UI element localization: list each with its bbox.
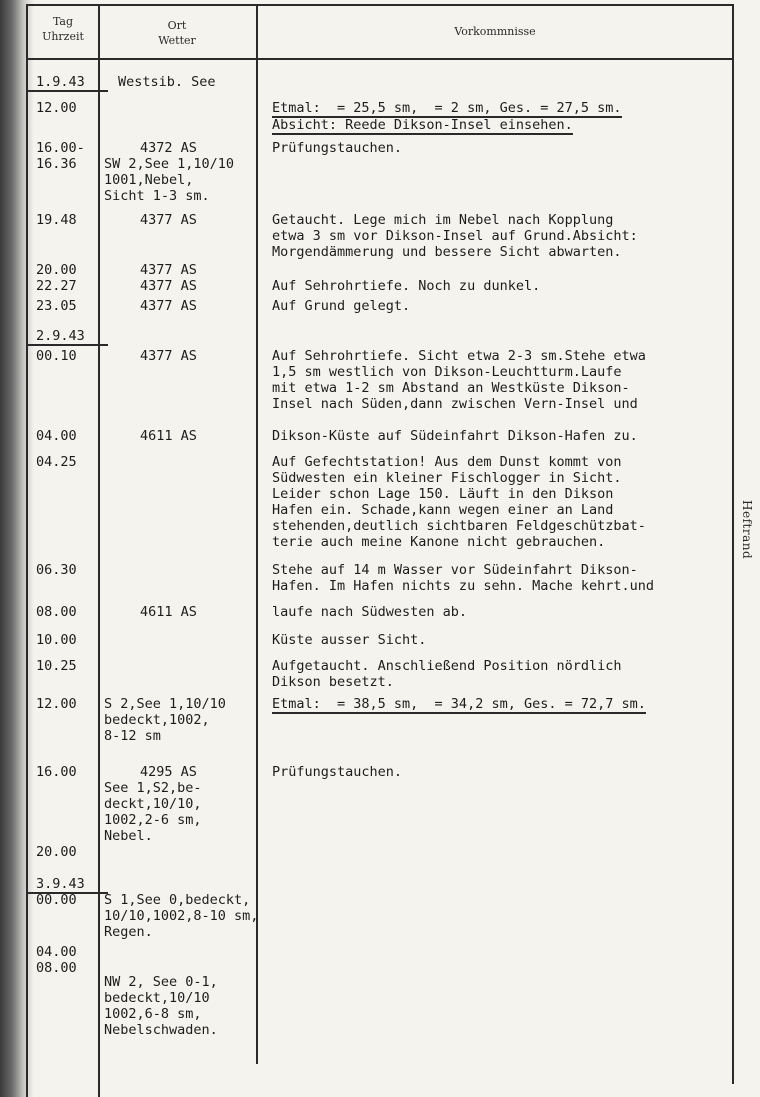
log-event: etwa 3 sm vor Dikson-Insel auf Grund.Absicht: <box>272 228 638 244</box>
log-place-weather: 4377 AS <box>140 212 197 228</box>
log-event: Etmal: = 25,5 sm, = 2 sm, Ges. = 27,5 sm. <box>272 100 622 116</box>
log-event: Hafen ein. Schade,kann wegen einer an Land <box>272 502 614 518</box>
log-time: 04.25 <box>36 454 77 470</box>
log-place-weather: 10/10,1002,8-10 sm, <box>104 908 259 924</box>
log-event: Prüfungstauchen. <box>272 764 403 780</box>
header-day-label: Tag <box>52 15 74 28</box>
log-date: 2.9.43 <box>36 328 85 344</box>
header-weather-label: Wetter <box>158 34 196 47</box>
log-place-weather: 4377 AS <box>140 278 197 294</box>
log-place-weather: 4377 AS <box>140 298 197 314</box>
log-time: 12.00 <box>36 100 77 116</box>
log-event: Auf Sehrohrtiefe. Noch zu dunkel. <box>272 278 541 294</box>
margin-label: Heftrand <box>740 500 754 560</box>
log-event: Dikson besetzt. <box>272 674 394 690</box>
log-place-weather: Nebelschwaden. <box>104 1022 218 1038</box>
log-time: 10.00 <box>36 632 77 648</box>
log-place-weather: 4377 AS <box>140 348 197 364</box>
log-event: mit etwa 1-2 sm Abstand an Westküste Dikson- <box>272 380 630 396</box>
log-place-weather: Regen. <box>104 924 153 940</box>
log-place-weather: deckt,10/10, <box>104 796 202 812</box>
log-event: Leider schon Lage 150. Läuft in den Dikson <box>272 486 614 502</box>
log-event: Dikson-Küste auf Südeinfahrt Dikson-Hafen zu. <box>272 428 638 444</box>
log-place-weather: NW 2, See 0-1, <box>104 974 218 990</box>
log-place-weather: 8-12 sm <box>104 728 161 744</box>
log-event: Stehe auf 14 m Wasser vor Südeinfahrt Dikson- <box>272 562 638 578</box>
log-place-weather: Sicht 1-3 sm. <box>104 188 210 204</box>
date-underline <box>28 90 108 92</box>
log-time: 08.00 <box>36 960 77 976</box>
log-event: laufe nach Südwesten ab. <box>272 604 468 620</box>
log-date: 3.9.43 <box>36 876 85 892</box>
col2-divider <box>256 4 258 1064</box>
log-time: 23.05 <box>36 298 77 314</box>
log-time: 04.00 <box>36 944 77 960</box>
header-events <box>258 24 732 39</box>
log-event: Prüfungstauchen. <box>272 140 403 156</box>
date-underline <box>28 344 108 346</box>
log-time: 10.25 <box>36 658 77 674</box>
log-event: Absicht: Reede Dikson-Insel einsehen. <box>272 117 573 133</box>
header-place-weather <box>100 18 254 48</box>
log-place-weather: S 2,See 1,10/10 <box>104 696 226 712</box>
log-place-weather: 4295 AS <box>140 764 197 780</box>
log-time: 12.00 <box>36 696 77 712</box>
log-place-weather: 4377 AS <box>140 262 197 278</box>
log-event: Etmal: = 38,5 sm, = 34,2 sm, Ges. = 72,7 sm. <box>272 696 646 712</box>
log-time: 00.10 <box>36 348 77 364</box>
header-time-label: Uhrzeit <box>42 30 84 43</box>
header-events-label: Vorkommnisse <box>454 25 536 38</box>
log-event: Morgendämmerung und bessere Sicht abwarten. <box>272 244 622 260</box>
log-event: terie auch meine Kanone nicht gebrauchen. <box>272 534 606 550</box>
log-place-weather: 1002,6-8 sm, <box>104 1006 202 1022</box>
log-time: 20.00 <box>36 262 77 278</box>
log-place-weather: Westsib. See <box>118 74 216 90</box>
log-date: 1.9.43 <box>36 74 85 90</box>
log-place-weather: 4372 AS <box>140 140 197 156</box>
log-event: Auf Gefechtstation! Aus dem Dunst kommt von <box>272 454 622 470</box>
log-event: Auf Sehrohrtiefe. Sicht etwa 2-3 sm.Stehe etwa <box>272 348 646 364</box>
log-time: 16.36 <box>36 156 77 172</box>
right-border <box>732 4 734 1084</box>
log-event: stehenden,deutlich sichtbaren Feldgeschützbat- <box>272 518 646 534</box>
log-event: Auf Grund gelegt. <box>272 298 411 314</box>
log-time: 22.27 <box>36 278 77 294</box>
log-time: 19.48 <box>36 212 77 228</box>
log-place-weather: 4611 AS <box>140 604 197 620</box>
log-place-weather: bedeckt,10/10 <box>104 990 210 1006</box>
log-time: 20.00 <box>36 844 77 860</box>
log-time: 06.30 <box>36 562 77 578</box>
col1-divider <box>98 4 100 1097</box>
log-event: Hafen. Im Hafen nichts zu sehn. Mache kehrt.und <box>272 578 655 594</box>
log-time: 16.00 <box>36 764 77 780</box>
log-place-weather: See 1,S2,be- <box>104 780 202 796</box>
log-place-weather: bedeckt,1002, <box>104 712 210 728</box>
top-border <box>26 4 732 6</box>
scan-edge-shadow <box>0 0 34 1097</box>
left-border <box>26 4 28 1097</box>
header-day-time <box>30 14 96 44</box>
log-place-weather: SW 2,See 1,10/10 <box>104 156 235 172</box>
log-place-weather: 1002,2-6 sm, <box>104 812 202 828</box>
log-place-weather: Nebel. <box>104 828 153 844</box>
log-event: 1,5 sm westlich von Dikson-Leuchtturm.Laufe <box>272 364 622 380</box>
log-time: 04.00 <box>36 428 77 444</box>
log-place-weather: S 1,See 0,bedeckt, <box>104 892 251 908</box>
log-time: 08.00 <box>36 604 77 620</box>
log-event: Küste ausser Sicht. <box>272 632 427 648</box>
header-bottom-rule <box>26 58 732 60</box>
header-place-label: Ort <box>167 19 187 32</box>
log-place-weather: 1001,Nebel, <box>104 172 194 188</box>
log-place-weather: 4611 AS <box>140 428 197 444</box>
log-time: 00.00 <box>36 892 77 908</box>
log-event: Aufgetaucht. Anschließend Position nördlich <box>272 658 622 674</box>
log-event: Getaucht. Lege mich im Nebel nach Kopplung <box>272 212 614 228</box>
log-time: 16.00- <box>36 140 85 156</box>
log-event: Südwesten ein kleiner Fischlogger in Sicht. <box>272 470 622 486</box>
log-event: Insel nach Süden,dann zwischen Vern-Insel und <box>272 396 638 412</box>
